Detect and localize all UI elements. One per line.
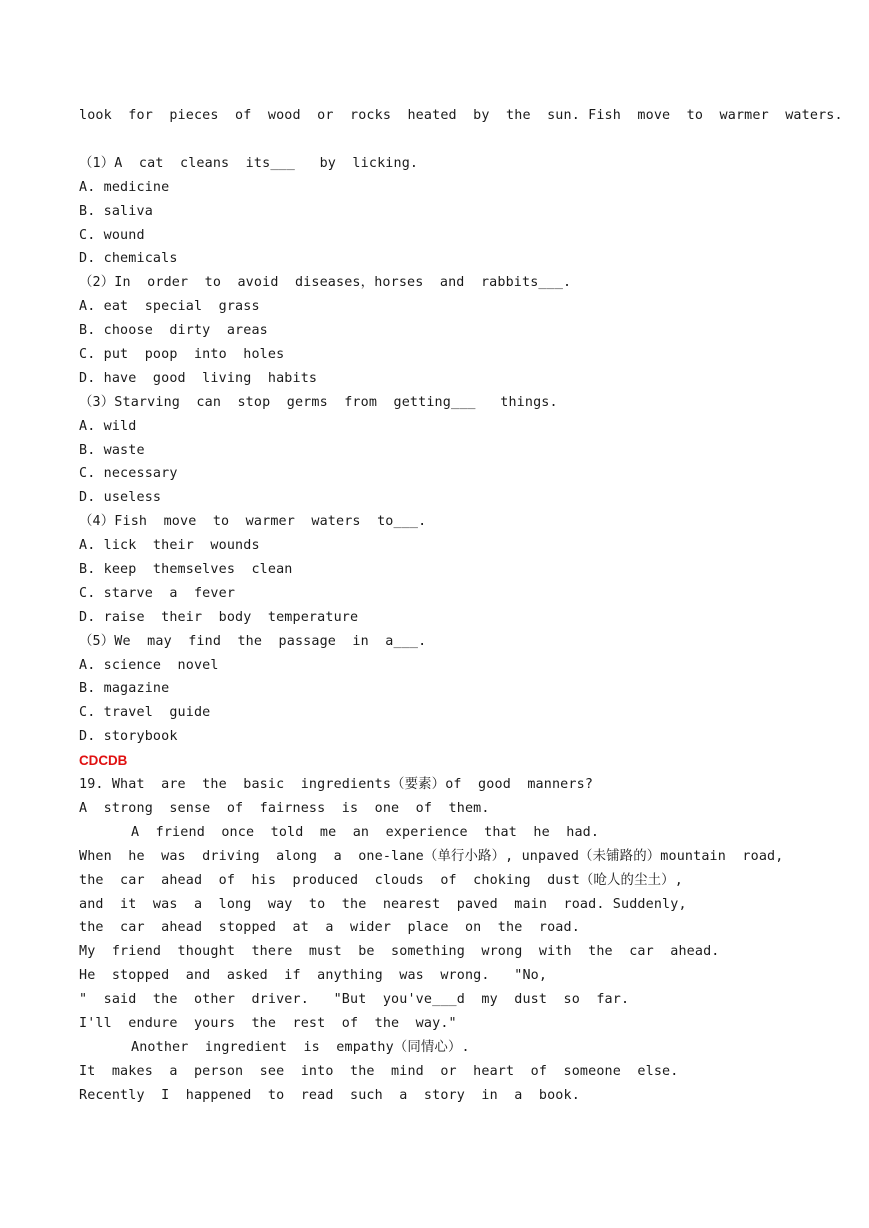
option: A. wild xyxy=(79,418,137,434)
passage-line: 19. What are the basic ingredients（要素）of good manners? xyxy=(79,777,594,793)
option: D. useless xyxy=(79,490,162,506)
document-page xyxy=(79,104,843,1108)
option: C. put poop into holes xyxy=(79,347,285,363)
passage-19 xyxy=(79,773,819,1107)
option: B. saliva xyxy=(79,203,153,219)
option: B. waste xyxy=(79,442,145,458)
passage-line: He stopped and asked if anything was wrong. "No, xyxy=(79,968,548,984)
option: D. chemicals xyxy=(79,251,178,267)
option: D. have good living habits xyxy=(79,370,318,386)
option: B. keep themselves clean xyxy=(79,562,293,578)
question-3 xyxy=(79,391,819,510)
answer-key: CDCDB xyxy=(79,753,128,769)
passage-line: the car ahead stopped at a wider place on the road. xyxy=(79,920,580,936)
option: D. raise their body temperature xyxy=(79,609,359,625)
passage-line: A friend once told me an experience that he had. xyxy=(131,824,600,840)
question-2 xyxy=(79,271,819,390)
option: C. necessary xyxy=(79,466,178,482)
question-stem: （5）We may find the passage in a___. xyxy=(79,633,427,649)
option: B. magazine xyxy=(79,681,170,697)
paragraph-gap xyxy=(79,128,819,152)
option: A. eat special grass xyxy=(79,299,260,315)
passage-line: Recently I happened to read such a story in a book. xyxy=(79,1087,580,1103)
question-1 xyxy=(79,152,819,271)
option: A. science novel xyxy=(79,657,219,673)
option: C. travel guide xyxy=(79,705,211,721)
question-stem: （3）Starving can stop germs from getting___ things. xyxy=(79,394,558,410)
question-4 xyxy=(79,510,819,629)
question-stem: （1）A cat cleans its___ by licking. xyxy=(79,155,419,171)
intro-line: look for pieces of wood or rocks heated by the sun. Fish move to warmer waters. xyxy=(79,108,843,123)
passage-line: My friend thought there must be something wrong with the car ahead. xyxy=(79,944,720,960)
question-stem: （4）Fish move to warmer waters to___. xyxy=(79,514,427,530)
option: C. starve a fever xyxy=(79,585,236,601)
passage-line: A strong sense of fairness is one of them. xyxy=(79,800,490,816)
option: A. medicine xyxy=(79,179,170,195)
option: D. storybook xyxy=(79,729,178,745)
passage-line: " said the other driver. "But you've___d my dust so far. xyxy=(79,992,630,1008)
question-5 xyxy=(79,630,819,749)
option: A. lick their wounds xyxy=(79,538,260,554)
question-stem: （2）In order to avoid diseases，horses and rabbits___. xyxy=(79,275,572,291)
passage-line: Another ingredient is empathy（同情心）. xyxy=(131,1039,470,1055)
passage-line: and it was a long way to the nearest paved main road. Suddenly, xyxy=(79,896,687,912)
passage-line: When he was driving along a one-lane（单行小路）, unpaved（未铺路的）mountain road, xyxy=(79,848,784,864)
passage-line: the car ahead of his produced clouds of choking dust（呛人的尘土）, xyxy=(79,872,683,888)
passage-line: I'll endure yours the rest of the way." xyxy=(79,1015,457,1031)
passage-line: It makes a person see into the mind or heart of someone else. xyxy=(79,1063,679,1079)
option: C. wound xyxy=(79,227,145,243)
option: B. choose dirty areas xyxy=(79,323,268,339)
